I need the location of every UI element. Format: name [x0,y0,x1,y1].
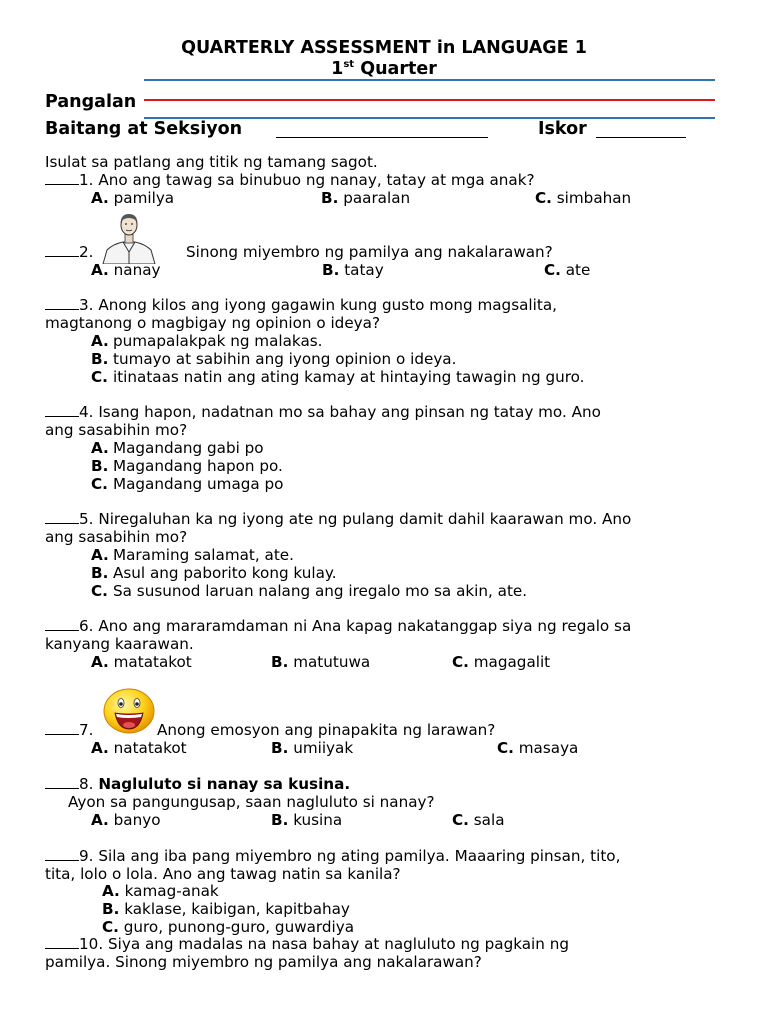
page-title: QUARTERLY ASSESSMENT in LANGUAGE 1 [181,38,587,58]
choice-a: A. banyo [91,811,161,829]
choice-c: C. itinataas natin ang ating kamay at hintaying tawagin ng guro. [91,368,585,386]
question-2-text: Sinong miyembro ng pamilya ang nakalarawan? [186,243,553,261]
answer-blank[interactable] [45,243,79,257]
answer-blank[interactable] [45,847,79,861]
choice-b: B. tumayo at sabihin ang iyong opinion o ideya. [91,350,457,368]
choice-b: B. umiiyak [271,739,354,757]
answer-blank[interactable] [45,403,79,417]
question-4-line2: ang sasabihin mo? [45,421,188,439]
question-8: 8. Nagluluto si nanay sa kusina. [45,775,350,793]
score-blank[interactable] [596,137,686,138]
choice-a: A. Maraming salamat, ate. [91,546,294,564]
choice-a: A. kamag-anak [102,882,219,900]
name-label: Pangalan [45,92,137,112]
choice-c: C. ate [544,261,591,279]
choice-a: A. matatakot [91,653,192,671]
question-9-line2: tita, lolo o lola. Ano ang tawag natin sa kanila? [45,865,401,883]
choice-b: B. paaralan [321,189,411,207]
name-line-red[interactable] [144,99,715,101]
choice-a: A. nanay [91,261,161,279]
choice-c: C. Magandang umaga po [91,475,284,493]
choice-a: A. natatakot [91,739,187,757]
answer-blank[interactable] [45,775,79,789]
question-5: 5. Niregaluhan ka ng iyong ate ng pulang damit dahil kaarawan mo. Ano [45,510,631,528]
choice-c: C. masaya [497,739,579,757]
question-7-text: Anong emosyon ang pinapakita ng larawan? [157,721,496,739]
instructions: Isulat sa patlang ang titik ng tamang sagot. [45,153,378,171]
question-6: 6. Ano ang mararamdaman ni Ana kapag nakatanggap siya ng regalo sa [45,617,631,635]
question-8-line2: Ayon sa pangungusap, saan nagluluto si nanay? [68,793,435,811]
quarter-subtitle: 1st Quarter [331,59,437,79]
grade-section-blank[interactable] [276,137,488,138]
question-5-line2: ang sasabihin mo? [45,528,188,546]
question-3-line2: magtanong o magbigay ng opinion o ideya? [45,314,381,332]
question-10-line2: pamilya. Sinong miyembro ng pamilya ang nakalarawan? [45,953,482,971]
choice-a: A. pumapalakpak ng malakas. [91,332,323,350]
choice-b: B. Asul ang paborito kong kulay. [91,564,337,582]
question-10: 10. Siya ang madalas na nasa bahay at nagluluto ng pagkain ng [45,935,569,953]
choice-b: B. matutuwa [271,653,371,671]
question-7: 7. [45,721,94,739]
choice-c: C. sala [452,811,505,829]
choice-c: C. simbahan [535,189,632,207]
blue-rule-top [144,79,715,81]
man-illustration [99,212,159,264]
choice-b: B. tatay [322,261,384,279]
smiley-face-icon [102,687,156,735]
question-9: 9. Sila ang iba pang miyembro ng ating pamilya. Maaaring pinsan, tito, [45,847,620,865]
answer-blank[interactable] [45,296,79,310]
answer-blank[interactable] [45,510,79,524]
choice-b: B. kaklase, kaibigan, kapitbahay [102,900,350,918]
grade-section-label: Baitang at Seksiyon [45,119,243,139]
answer-blank[interactable] [45,935,79,949]
answer-blank[interactable] [45,171,79,185]
question-2: 2. [45,243,94,261]
answer-blank[interactable] [45,721,79,735]
choice-c: C. magagalit [452,653,551,671]
choice-c: C. guro, punong-guro, guwardiya [102,918,355,936]
choice-c: C. Sa susunod laruan nalang ang iregalo mo sa akin, ate. [91,582,528,600]
question-4: 4. Isang hapon, nadatnan mo sa bahay ang pinsan ng tatay mo. Ano [45,403,601,421]
score-label: Iskor [538,119,587,139]
choice-b: B. Magandang hapon po. [91,457,283,475]
answer-blank[interactable] [45,617,79,631]
choice-b: B. kusina [271,811,343,829]
choice-a: A. pamilya [91,189,175,207]
question-3: 3. Anong kilos ang iyong gagawin kung gusto mong magsalita, [45,296,557,314]
question-1: 1. Ano ang tawag sa binubuo ng nanay, tatay at mga anak? [45,171,535,189]
choice-a: A. Magandang gabi po [91,439,264,457]
question-6-line2: kanyang kaarawan. [45,635,194,653]
